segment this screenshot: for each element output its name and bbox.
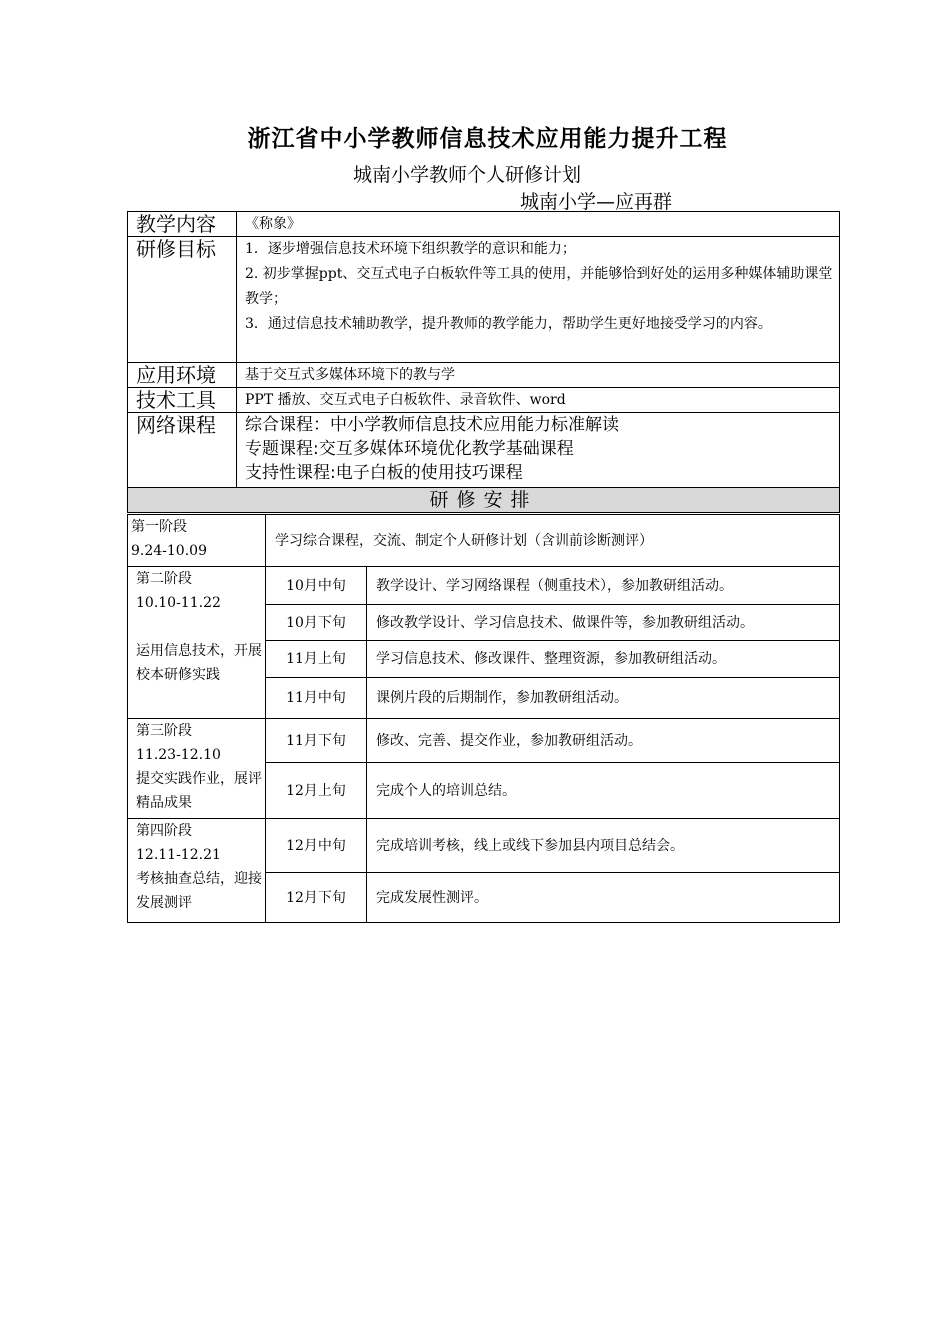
period-cell: 11月上旬 [266,641,367,678]
goals-label: 研修目标 [128,237,237,363]
env-value: 基于交互式多媒体环境下的教与学 [237,363,840,388]
period-cell: 11月中旬 [266,678,367,719]
content-label: 教学内容 [128,212,237,237]
stage-desc: 考核抽查总结，迎接发展测评 [136,871,262,911]
period-cell: 10月下旬 [266,605,367,641]
tools-label: 技术工具 [128,388,237,413]
document-subtitle: 城南小学教师个人研修计划 [353,164,582,186]
activity-cell: 教学设计、学习网络课程（侧重技术），参加教研组活动。 [367,567,840,605]
stage-dates: 12.11-12.21 [136,847,221,863]
schedule-table [127,514,840,923]
goal-item: 2. 初步掌握ppt、交互式电子白板软件等工具的使用，并能够恰到好处的运用多种媒体辅助课堂教学； [245,266,833,307]
env-label: 应用环境 [128,363,237,388]
stage-name: 第二阶段 [136,571,192,587]
period-cell: 11月下旬 [266,719,367,763]
course-item: 专题课程:交互多媒体环境优化教学基础课程 [245,439,574,459]
course-item: 支持性课程:电子白板的使用技巧课程 [245,463,523,483]
section-header: 研修安排 [128,488,840,513]
stage-name: 第三阶段 [136,723,192,739]
stage-2-cell [128,567,266,719]
plan-info-table [127,211,840,513]
stage-name: 第四阶段 [136,823,192,839]
tools-value: PPT 播放、交互式电子白板软件、录音软件、word [237,388,840,413]
stage-dates: 11.23-12.10 [136,747,221,763]
period-cell: 12月上旬 [266,763,367,819]
courses-label: 网络课程 [128,413,237,488]
stage-desc: 提交实践作业，展评精品成果 [136,771,262,811]
activity-cell: 完成发展性测评。 [367,873,840,923]
period-cell: 10月中旬 [266,567,367,605]
stage-dates: 10.10-11.22 [136,595,221,611]
activity-cell: 修改教学设计、学习信息技术、做课件等，参加教研组活动。 [367,605,840,641]
author-line: 城南小学—应再群 [520,191,673,213]
content-value: 《称象》 [237,212,840,237]
activity-cell: 完成培训考核，线上或线下参加县内项目总结会。 [367,819,840,873]
course-item: 综合课程：中小学教师信息技术应用能力标准解读 [245,415,619,435]
stage-3-cell [128,719,266,819]
goal-item: 3．通过信息技术辅助教学，提升教师的教学能力，帮助学生更好地接受学习的内容。 [245,316,772,332]
period-cell: 12月中旬 [266,819,367,873]
document-title: 浙江省中小学教师信息技术应用能力提升工程 [247,125,728,152]
stage-1-cell [128,515,266,567]
period-cell: 12月下旬 [266,873,367,923]
activity-cell: 课例片段的后期制作，参加教研组活动。 [367,678,840,719]
goal-item: 1．逐步增强信息技术环境下组织教学的意识和能力； [245,241,576,257]
stage-dates: 9.24-10.09 [131,543,207,559]
activity-cell: 完成个人的培训总结。 [367,763,840,819]
activity-cell: 修改、完善、提交作业，参加教研组活动。 [367,719,840,763]
courses-cell [237,413,840,488]
stage-desc: 运用信息技术，开展校本研修实践 [136,643,262,683]
stage-name: 第一阶段 [131,519,187,535]
stage-1-activity: 学习综合课程，交流、制定个人研修计划（含训前诊断测评） [266,515,840,567]
activity-cell: 学习信息技术、修改课件、整理资源，参加教研组活动。 [367,641,840,678]
goals-cell [237,237,840,363]
stage-4-cell [128,819,266,923]
